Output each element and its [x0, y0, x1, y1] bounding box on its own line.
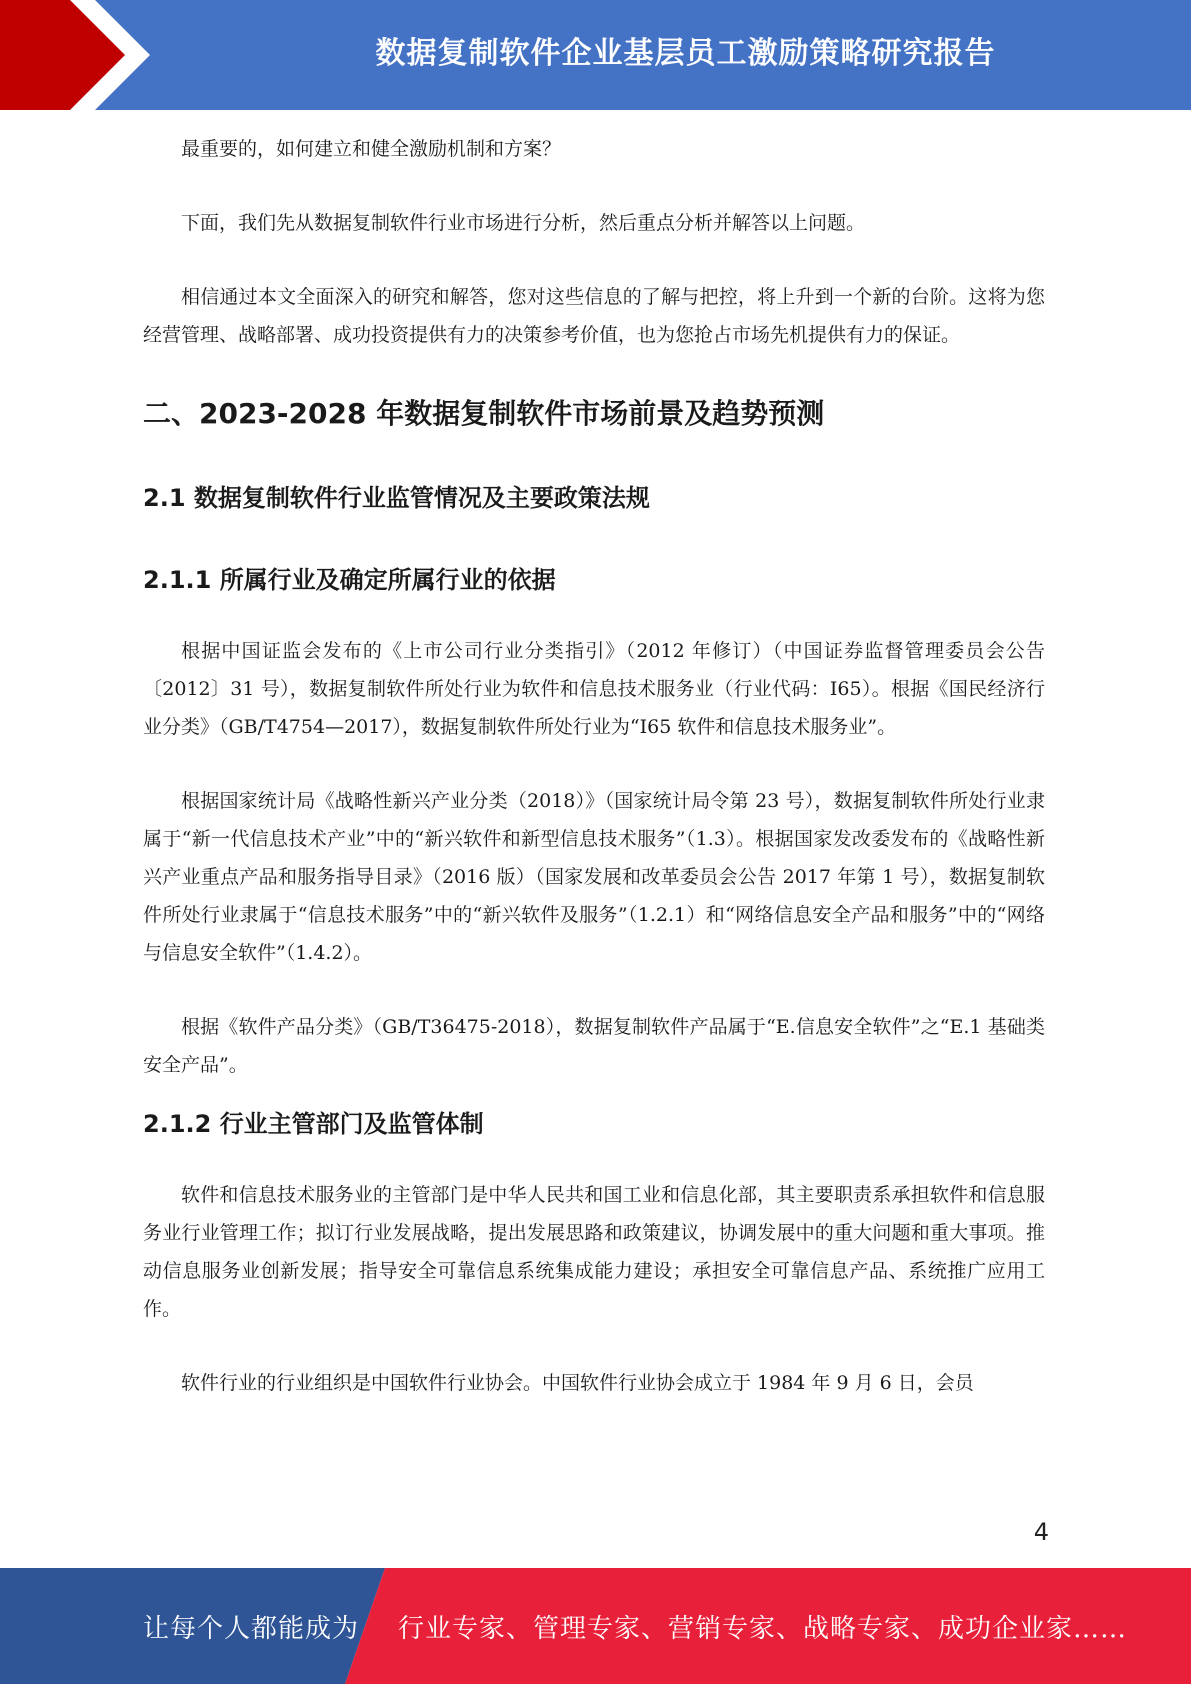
footer-slogan-left: 让每个人都能成为 [143, 1613, 360, 1644]
page-number: 4 [1033, 1518, 1049, 1546]
paragraph: 根据中国证监会发布的《上市公司行业分类指引》（2012 年修订）（中国证券监督管理委员会公告〔2012〕31 号），数据复制软件所处行业为软件和信息技术服务业（行业代码：I65）。根据《国民经济行业分类》（GB/T4754—2017），数据复制软件所处行业为“I65 软件和信息技术服务业”。 [143, 640, 1045, 738]
page-footer [0, 1568, 1191, 1684]
header-title: 数据复制软件企业基层员工激励策略研究报告 [375, 36, 996, 71]
subsubsection-heading: 2.1.2 行业主管部门及监管体制 [143, 1110, 484, 1138]
subsection-heading: 2.1 数据复制软件行业监管情况及主要政策法规 [143, 484, 650, 512]
subsubsection-heading: 2.1.1 所属行业及确定所属行业的依据 [143, 566, 556, 594]
paragraph: 相信通过本文全面深入的研究和解答，您对这些信息的了解与把控，将上升到一个新的台阶。这将为您经营管理、战略部署、成功投资提供有力的决策参考价值，也为您抢占市场先机提供有力的保证。 [143, 286, 1045, 346]
paragraph: 软件和信息技术服务业的主管部门是中华人民共和国工业和信息化部，其主要职责系承担软件和信息服务业行业管理工作；拟订行业发展战略，提出发展思路和政策建议，协调发展中的重大问题和重大事项。推动信息服务业创新发展；指导安全可靠信息系统集成能力建设；承担安全可靠信息产品、系统推广应用工作。 [143, 1184, 1045, 1320]
paragraph: 根据国家统计局《战略性新兴产业分类（2018）》（国家统计局令第 23 号），数据复制软件所处行业隶属于“新一代信息技术产业”中的“新兴软件和新型信息技术服务”（1.3）。根据国家发改委发布的《战略性新兴产业重点产品和服务指导目录》（2016 版）（国家发展和改革委员会公告 2017 年第 1 号），数据复制软件所处行业隶属于“信息技术服务”中的“新兴软件及服务”（1.2.1）和“网络信息安全产品和服务”中的“网络与信息安全软件”（1.4.2）。 [143, 790, 1045, 964]
paragraph: 根据《软件产品分类》（GB/T36475-2018），数据复制软件产品属于“E.信息安全软件”之“E.1 基础类安全产品”。 [143, 1016, 1045, 1076]
paragraph: 下面，我们先从数据复制软件行业市场进行分析，然后重点分析并解答以上问题。 [181, 212, 866, 234]
header-arrow-decoration [0, 0, 160, 110]
paragraph: 软件行业的行业组织是中国软件行业协会。中国软件行业协会成立于 1984 年 9 月 6 日，会员 [181, 1372, 974, 1394]
page-header [0, 0, 1191, 110]
footer-slogan-right: 行业专家、管理专家、营销专家、战略专家、成功企业家…… [398, 1613, 1128, 1644]
document-body [143, 130, 1045, 1438]
paragraph: 最重要的，如何建立和健全激励机制和方案？ [181, 138, 562, 160]
section-heading: 二、2023-2028 年数据复制软件市场前景及趋势预测 [143, 397, 825, 430]
